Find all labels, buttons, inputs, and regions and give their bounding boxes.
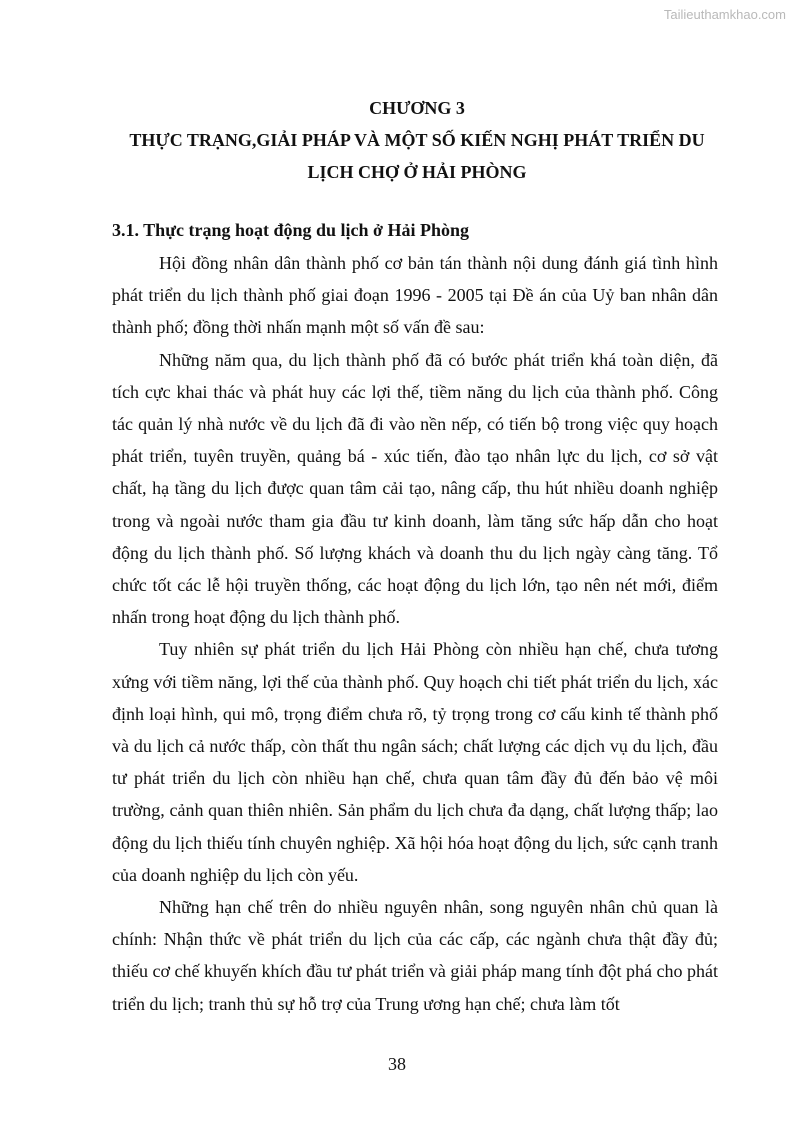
body-text (112, 247, 718, 1020)
paragraph: Tuy nhiên sự phát triển du lịch Hải Phòng còn nhiều hạn chế, chưa tương xứng với tiềm năng, lợi thế của thành phố. Quy hoạch chi tiết phát triển du lịch, xác định loại hình, qui mô, trọng điểm chưa rõ, tỷ trọng trong cơ cấu kinh tế thành phố và du lịch cả nước thấp, còn thất thu ngân sách; chất lượng các dịch vụ du lịch, đầu tư phát triển du lịch còn nhiều hạn chế, chưa quan tâm đầy đủ đến bảo vệ môi trường, cảnh quan thiên nhiên. Sản phẩm du lịch chưa đa dạng, chất lượng thấp; lao động du lịch thiếu tính chuyên nghiệp. Xã hội hóa hoạt động du lịch, sức cạnh tranh của doanh nghiệp du lịch còn yếu. (112, 639, 718, 885)
chapter-label: CHƯƠNG 3 (369, 98, 465, 118)
page-number: 38 (388, 1054, 406, 1074)
paragraph: Những năm qua, du lịch thành phố đã có bước phát triển khá toàn diện, đã tích cực khai thác và phát huy các lợi thế, tiềm năng du lịch của thành phố. Công tác quản lý nhà nước về du lịch đã đi vào nền nếp, có tiến bộ trong việc quy hoạch phát triển, tuyên truyền, quảng bá - xúc tiến, đào tạo nhân lực du lịch, cơ sở vật chất, hạ tầng du lịch được quan tâm cải tạo, nâng cấp, thu hút nhiều doanh nghiệp trong và ngoài nước tham gia đầu tư kinh doanh, làm tăng sức hấp dẫn cho hoạt động du lịch thành phố. Số lượng khách và doanh thu du lịch ngày càng tăng. Tổ chức tốt các lễ hội truyền thống, các hoạt động du lịch lớn, tạo nên nét mới, điểm nhấn trong hoạt động du lịch thành phố. (112, 349, 718, 628)
section-title: 3.1. Thực trạng hoạt động du lịch ở Hải Phòng (112, 220, 470, 240)
paragraph: Những hạn chế trên do nhiều nguyên nhân, song nguyên nhân chủ quan là chính: Nhận thức về phát triển du lịch của các cấp, các ngành chưa thật đầy đủ; thiếu cơ chế khuyến khích đầu tư phát triển và giải pháp mang tính đột phá cho phát triển du lịch; tranh thủ sự hỗ trợ của Trung ương hạn chế; chưa làm tốt (112, 897, 718, 1014)
watermark: Tailieuthamkhao.com (663, 7, 786, 22)
paragraph: Hội đồng nhân dân thành phố cơ bản tán thành nội dung đánh giá tình hình phát triển du lịch thành phố giai đoạn 1996 - 2005 tại Đề án của Uỷ ban nhân dân thành phố; đồng thời nhấn mạnh một số vấn đề sau: (112, 253, 718, 338)
chapter-title: THỰC TRẠNG,GIẢI PHÁP VÀ MỘT SỐ KIẾN NGHỊ PHÁT TRIỂN DU LỊCH CHỢ Ở HẢI PHÒNG (129, 130, 705, 182)
